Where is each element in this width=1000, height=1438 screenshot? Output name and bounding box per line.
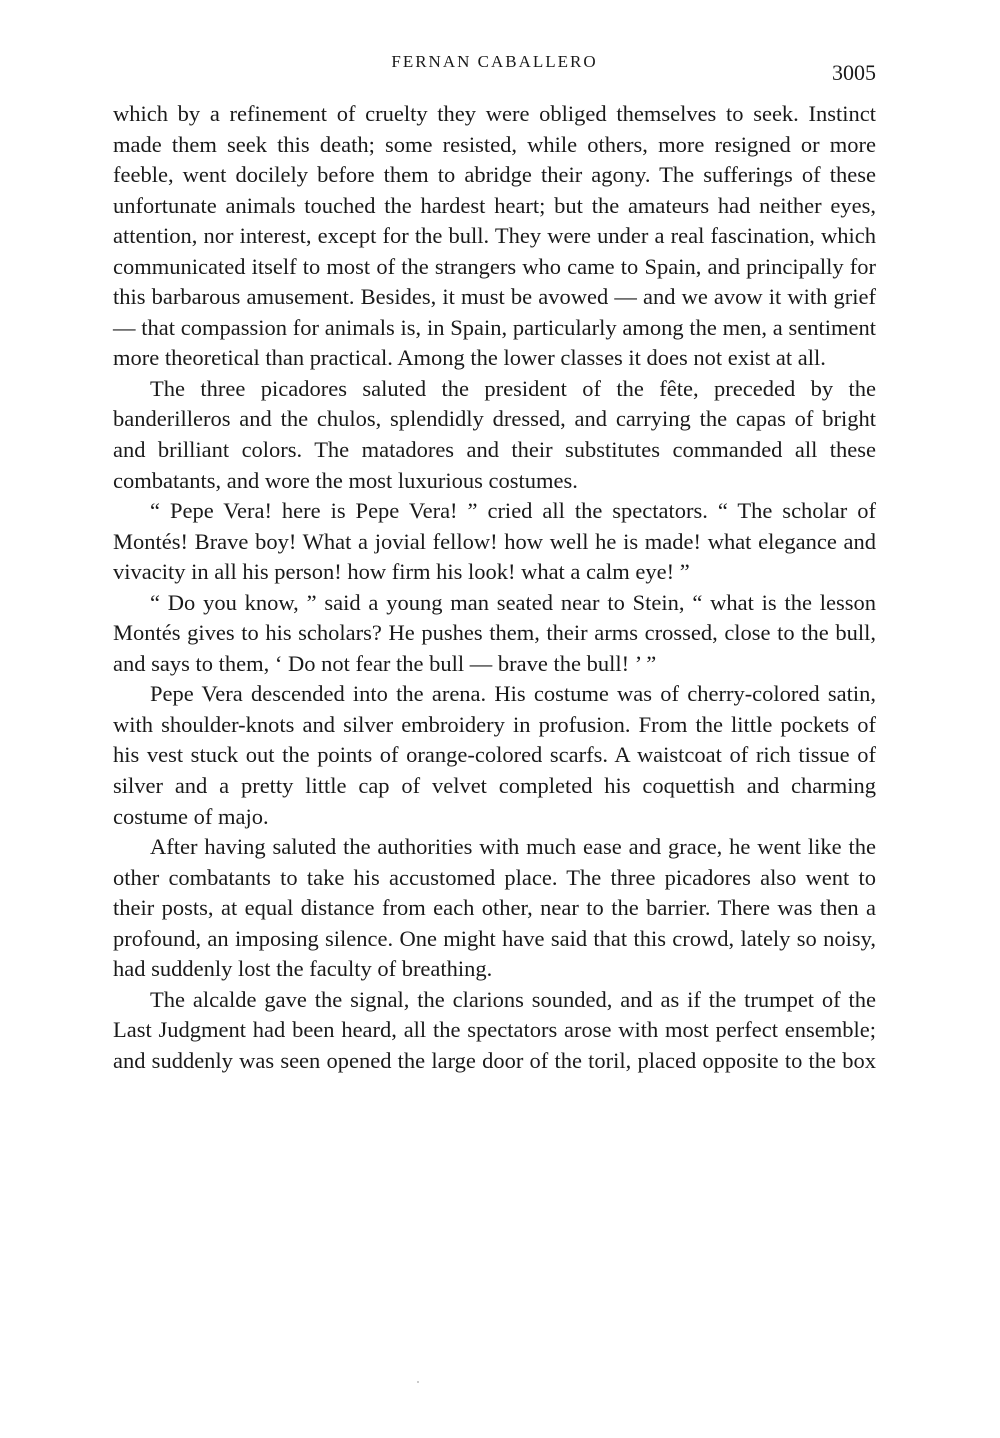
paragraph-4: “ Do you know, ” said a young man seated near to Stein, “ what is the lesson Montés gives to his scholars? He pushes them, their arms crossed, close to the bull, and says to them, ‘ Do not fear the bull — brave the bull! ’ ” <box>113 589 876 676</box>
paragraph-7: The alcalde gave the signal, the clarions sounded, and as if the trumpet of the Last Judgment had been heard, all the spectators arose with most perfect ensemble; and suddenly was seen opened the large door of the toril, placed opposite to the box <box>113 986 876 1073</box>
running-title: FERNAN CABALLERO <box>391 52 598 71</box>
body-text <box>113 99 876 1077</box>
paragraph-1: which by a refinement of cruelty they were obliged themselves to seek. Instinct made them seek this death; some resisted, while others, more resigned or more feeble, went docilely before them to abridge their agony. The sufferings of these unfortunate animals touched the hardest heart; but the amateurs had neither eyes, attention, nor interest, except for the bull. They were under a real fascination, which communicated itself to most of the strangers who came to Spain, and principally for this barbarous amusement. Besides, it must be avowed — and we avow it with grief — that compassion for animals is, in Spain, particularly among the men, a sentiment more theoretical than practical. Among the lower classes it does not exist at all. <box>113 101 876 371</box>
paragraph-3: “ Pepe Vera! here is Pepe Vera! ” cried all the spectators. “ The scholar of Montés! Brave boy! What a jovial fellow! how well he is made! what elegance and vivacity in all his person! how firm his look! what a calm eye! ” <box>113 498 876 585</box>
paragraph-2: The three picadores saluted the president of the fête, preceded by the banderilleros and the chulos, splendidly dressed, and carrying the capas of bright and brilliant colors. The matadores and their substitutes commanded all these combatants, and wore the most luxurious costumes. <box>113 375 876 493</box>
book-page <box>113 0 876 1438</box>
scan-speck <box>417 1381 419 1383</box>
paragraph-5: Pepe Vera descended into the arena. His costume was of cherry-colored satin, with shoulder-knots and silver embroidery in profusion. From the little pockets of his vest stuck out the points of orange-colored scarfs. A waistcoat of rich tissue of silver and a pretty little cap of velvet completed his coquettish and charming costume of majo. <box>113 681 876 829</box>
page-number: 3005 <box>832 60 876 85</box>
paragraph-6: After having saluted the authorities with much ease and grace, he went like the other combatants to take his accustomed place. The three picadores also went to their posts, at equal distance from each other, near to the barrier. There was then a profound, an imposing silence. One might have said that this crowd, lately so noisy, had suddenly lost the faculty of breathing. <box>113 834 876 982</box>
